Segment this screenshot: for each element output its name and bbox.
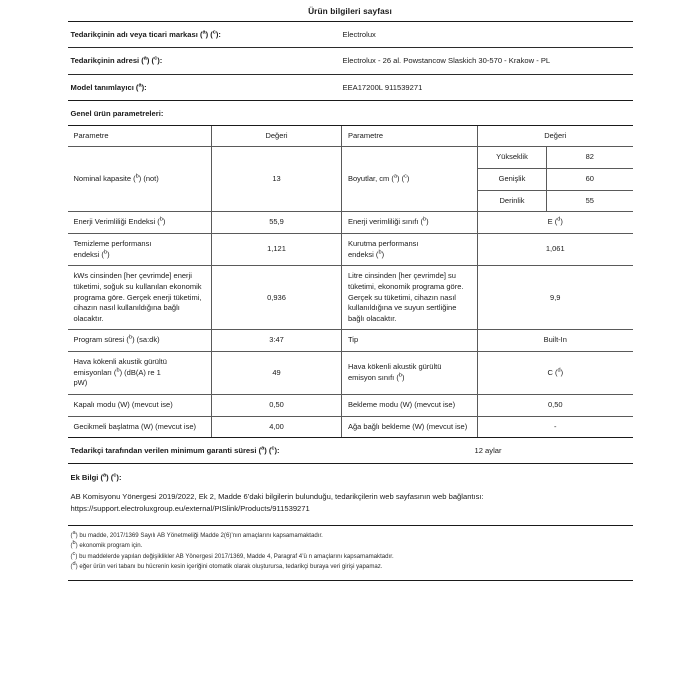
cell-noise-emissions-label: Hava kökenli akustik gürültü emisyonları ($^b$) (dB(A) re 1 pW) [68,352,212,395]
cell-energy-efficiency-index-label: Enerji Verimliliği Endeksi ($^b$) [68,212,212,234]
general-parameters-heading: Genel ürün parametreleri: [70,108,164,118]
footnote-b-text: ekonomik program için. [79,542,143,550]
header-param-right: Parametre [342,125,478,147]
model-identifier-label-text: Model tanımlayıcı [70,82,134,92]
footnote-marker-b: b [423,216,427,223]
footnote-marker-b: b [72,540,76,547]
cell-off-mode-value: 0,50 [212,395,342,417]
cell-program-duration-label: Program süresi ($^b$) (sa:dk) [68,330,212,352]
footnote-marker-a: a [261,445,265,452]
cell-dimension-depth-label: Derinlik [478,190,547,212]
cell-energy-efficiency-class-label: Enerji verimliliği sınıfı ($^b$) [342,212,478,234]
footnote-marker-c: c [154,55,158,62]
cell-dimensions-label: Boyutlar, cm ($^a$) ($^c$) [342,147,478,212]
warranty-value: 12 aylar [474,446,502,456]
table-row [68,330,633,352]
header-param-left: Parametre [68,125,212,147]
supplier-address-row [68,48,633,73]
cell-nominal-capacity-value: 13 [212,147,342,212]
footnote-c-text: bu maddelerde yapılan değişiklikler AB Yönergesi 2017/1369, Madde 4, Paragraf 4’ü n amaçlarını kapsamamaktadır. [79,552,394,560]
cell-energy-efficiency-class-value: E ($^d$) [478,212,633,234]
footnote-marker-b: b [378,249,382,256]
model-identifier-row [68,75,633,100]
footnote-marker-c: c [72,550,76,557]
cell-dimension-depth-value: 55 [547,190,633,212]
footnote-marker-d: d [72,561,76,568]
warranty-label: Tedarikçi tarafından verilen minimum garanti süresi ($^a$) ($^c$): [70,445,280,456]
product-parameters-table [68,125,633,438]
table-header-row [68,125,633,147]
footnote-marker-b: b [398,372,402,379]
cell-type-label: Tip [342,330,478,352]
cell-delay-start-value: 4,00 [212,416,342,437]
footnote-marker-b: b [103,249,108,256]
footnote-c: ($^c$) bu maddelerde yapılan değişiklikler AB Yönergesi 2017/1369, Madde 4, Paragraf 4’ü n amaçlarını kapsamamaktadır. [70,550,394,560]
cell-energy-consumption-label: kWs cinsinden [her çevrimde] enerji tüketimi, soğuk su kullanılan ekonomik programa göre. Gerçek enerji tüketimi, cihazın nasıl kullanıldığına bağlı olacaktır. [68,266,212,330]
footnote-a-text: bu madde, 2017/1369 Sayılı AB Yönetmeliği Madde 2(6)’nın amaçlarını kapsamamaktadır. [79,531,323,539]
supplier-name-label: Tedarikçinin adı veya ticari markası ($^a$) ($^c$): [70,29,221,39]
cell-dimension-width-value: 60 [547,169,633,191]
cell-drying-performance-label: Kurutma performansı endeksi ($^b$) [342,233,478,265]
cell-dimension-width-label: Genişlik [478,169,547,191]
cell-dimension-height-label: Yükseklik [478,147,547,169]
warranty-row [68,438,633,463]
cell-standby-mode-label: Bekleme modu (W) (mevcut ise) [342,395,478,417]
cell-program-duration-value: 3:47 [212,330,342,352]
footnote-marker-a: a [103,472,107,479]
footnotes-block [68,526,633,577]
footnote-marker-b: b [135,173,139,180]
cell-energy-efficiency-index-value: 55,9 [212,212,342,234]
footnote-marker-b: b [159,216,163,223]
cell-water-consumption-value: 9,9 [478,266,633,330]
divider-bottom [68,580,633,581]
table-row [68,416,633,437]
footnote-marker-d: d [557,367,561,374]
footnote-marker-a: a [202,29,206,36]
extra-info-line-2: bağlantısı: https://support.electroluxgroup.eu/external/PISlink/Products/911539271 [70,492,484,514]
cell-drying-performance-value: 1,061 [478,233,633,265]
cell-nominal-capacity-label: Nominal kapasite ($^b$) (not) [68,147,212,212]
cell-noise-class-label: Hava kökenli akustik gürültü emisyon sınıfı ($^b$) [342,352,478,395]
header-value-left: Değeri [212,125,342,147]
supplier-address-value: Electrolux - 26 al. Powstancow Slaskich 30-570 - Krakow - PL [342,56,551,66]
footnote-a: ($^a$) bu madde, 2017/1369 Sayılı AB Yönetmeliği Madde 2(6)’nın amaçlarını kapsamamaktadır. [70,529,323,539]
footnote-d-text: eğer ürün veri tabanı bu hücrenin kesin içeriğini otomatik olarak oluşturursa, tedarikçi buraya veri girişi yapamaz. [79,563,383,571]
supplier-name-row [68,22,633,47]
cell-networked-standby-value: - [478,416,633,437]
footnote-marker-c: c [271,445,275,452]
table-row [68,266,633,330]
footnote-marker-a: a [393,173,397,180]
footnote-marker-a: a [72,529,76,536]
cell-type-value: Built-In [478,330,633,352]
supplier-address-label-text: Tedarikçinin adresi [70,56,140,66]
footnote-marker-d: d [557,216,561,223]
cell-cleaning-performance-value: 1,121 [212,233,342,265]
table-row [68,233,633,265]
table-row [68,395,633,417]
cell-energy-consumption-value: 0,936 [212,266,342,330]
extra-info-line-1: AB Komisyonu Yönergesi 2019/2022, Ek 2, Madde 6’daki bilgilerin bulunduğu, tedarikçilerin web sayfasının web [70,492,447,502]
sheet-body [68,21,633,581]
extra-info-body [68,485,604,525]
table-row [68,212,633,234]
header-value-right: Değeri [478,125,633,147]
page-title: Ürün bilgileri sayfası [308,6,392,16]
cell-noise-emissions-value: 49 [212,352,342,395]
footnote-marker-c: c [113,472,117,479]
footnote-marker-a: a [143,55,147,62]
supplier-name-value: Electrolux [342,30,376,39]
table-row [68,147,633,169]
footnote-marker-b: b [128,334,133,341]
footnote-b: ($^b$) ekonomik program için. [70,540,143,550]
cell-networked-standby-label: Ağa bağlı bekleme (W) (mevcut ise) [342,416,478,437]
supplier-address-label: Tedarikçinin adresi ($^a$) ($^c$): [70,55,163,66]
cell-water-consumption-label: Litre cinsinden [her çevrimde] su tüketimi, ekonomik programa göre. Gerçek su tüketimi, cihazın nasıl kullanıldığına ve suyun sertliğine bağlı olacaktır. [342,266,478,330]
footnote-d: ($^d$) eğer ürün veri tabanı bu hücrenin kesin içeriğini otomatik olarak oluşturursa, tedarikçi buraya veri girişi yapamaz. [70,561,383,571]
model-identifier-value: EEA17200L 911539271 [342,82,423,92]
table-row [68,352,633,395]
extra-info-title: Ek Bilgi ($^a$) ($^c$): [70,472,122,483]
footnote-marker-c: c [404,173,407,180]
supplier-name-label-text: Tedarikçinin adı veya ticari markası [70,30,198,39]
cell-cleaning-performance-label: Temizleme performansı endeksi ($^b$) [68,233,212,265]
footnote-marker-c: c [212,29,216,36]
footnote-marker-a: a [138,81,142,88]
cell-dimension-height-value: 82 [547,147,633,169]
cell-standby-mode-value: 0,50 [478,395,633,417]
cell-delay-start-label: Gecikmeli başlatma (W) (mevcut ise) [68,416,212,437]
cell-off-mode-label: Kapalı modu (W) (mevcut ise) [68,395,212,417]
model-identifier-label: Model tanımlayıcı ($^a$): [70,81,147,92]
footnote-marker-b: b [116,367,120,374]
cell-noise-class-value: C ($^d$) [478,352,633,395]
